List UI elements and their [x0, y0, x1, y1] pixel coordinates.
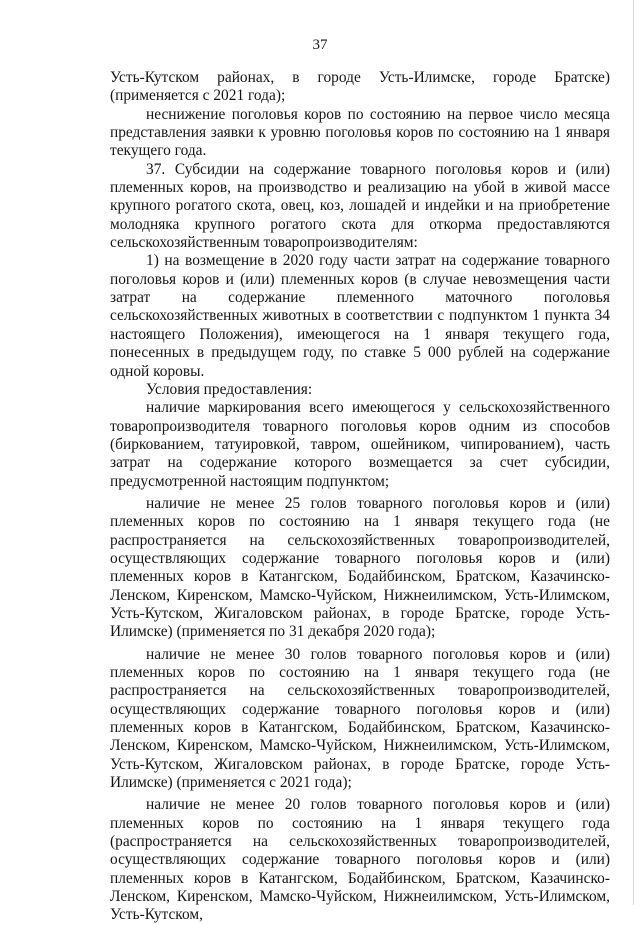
- paragraph-herd-non-reduction: неснижение поголовья коров по состоянию на первое число месяца представления заявки к уровню поголовья коров по состоянию на 1 января текущего года.: [110, 105, 610, 160]
- document-body: [110, 69, 610, 925]
- paragraph-continuation: Усть-Кутском районах, в городе Усть-Илимске, городе Братске) (применяется с 2021 года);: [110, 69, 610, 105]
- scan-edge-line: [633, 0, 634, 905]
- paragraph-25-head-condition: наличие не менее 25 голов товарного поголовья коров и (или) племенных коров по состоянию на 1 января текущего года (не распространяется на сельскохозяйственных товаропроизводителей, осуществляющих содержание товарного поголовья коров и (или) племенных коров в Катангском, Бодайбинском, Братском, Казачинско-Ленском, Киренском, Мамско-Чуйском, Нижнеилимском, Усть-Илимском, Усть-Кутском, Жигаловском районах, в городе Братске, городе Усть-Илимске) (применяется по 31 декабря 2020 года);: [110, 494, 610, 641]
- paragraph-marking-condition: наличие маркирования всего имеющегося у сельскохозяйственного товаропроизводителя товарного поголовья коров одним из способов (биркованием, татуировкой, тавром, ошейником, чипированием), часть затрат на содержание которого возмещается за счет субсидии, предусмотренной настоящим подпунктом;: [110, 399, 610, 490]
- paragraph-conditions-heading: Условия предоставления:: [146, 380, 313, 398]
- page-number: 37: [312, 37, 328, 53]
- paragraph-subitem-1: 1) на возмещение в 2020 году части затрат на содержание товарного поголовья коров и (или) племенных коров (в случае невозмещения части затрат на содержание племенного маточного поголовья сельскохозяйственных животных в соответствии с подпунктом 1 пункта 34 настоящего Положения), имеющегося на 1 января текущего года, понесенных в предыдущем году, по ставке 5 000 рублей на содержание одной коровы.: [110, 252, 610, 380]
- paragraph-30-head-condition: наличие не менее 30 голов товарного поголовья коров и (или) племенных коров по состоянию на 1 января текущего года (не распространяется на сельскохозяйственных товаропроизводителей, осуществляющих содержание товарного поголовья коров и (или) племенных коров в Катангском, Бодайбинском, Братском, Казачинско-Ленском, Киренском, Мамско-Чуйском, Нижнеилимском, Усть-Илимском, Усть-Кутском, Жигаловском районах, в городе Братске, городе Усть-Илимске) (применяется с 2021 года);: [110, 645, 610, 792]
- paragraph-20-head-condition: наличие не менее 20 голов товарного поголовья коров и (или) племенных коров по состоянию на 1 января текущего года (распространяется на сельскохозяйственных товаропроизводителей, осуществляющих содержание товарного поголовья коров и (или) племенных коров в Катангском, Бодайбинском, Братском, Казачинско-Ленском, Киренском, Мамско-Чуйском, Нижнеилимском, Усть-Илимском, Усть-Кутском,: [110, 796, 610, 924]
- paragraph-item-37: 37. Субсидии на содержание товарного поголовья коров и (или) племенных коров, на производство и реализацию на убой в живой массе крупного рогатого скота, овец, коз, лошадей и индейки и на приобретение молодняка крупного рогатого скота для откорма предоставляются сельскохозяйственным товаропроизводителям:: [110, 160, 610, 252]
